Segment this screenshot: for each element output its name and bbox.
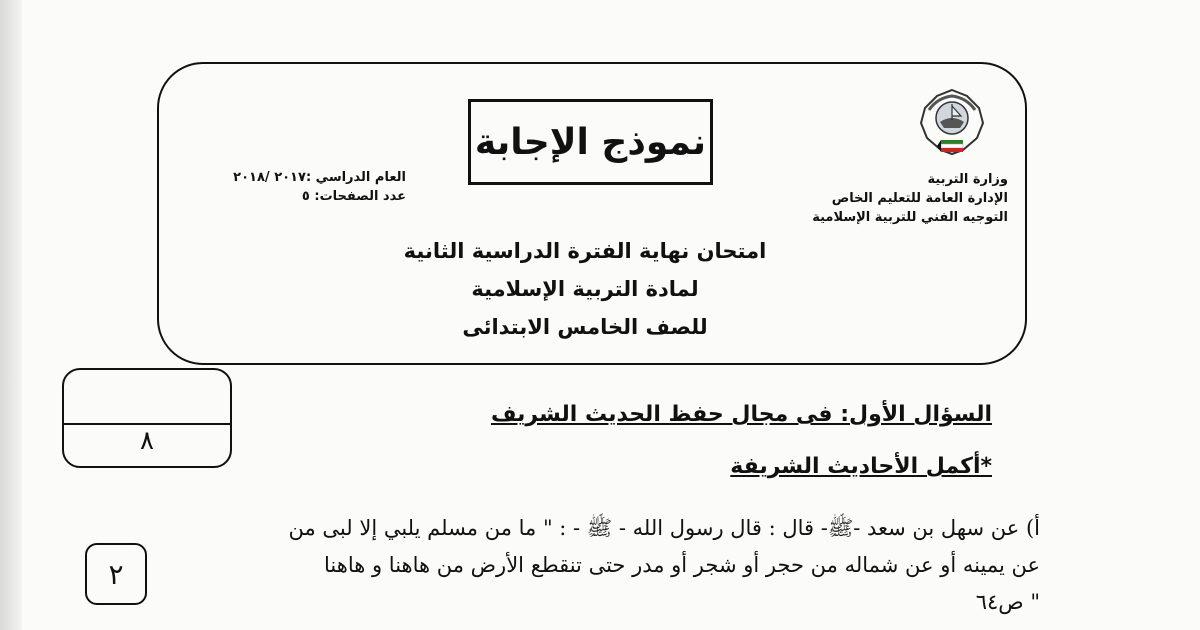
exam-titles	[380, 232, 790, 346]
score-value: ٨	[140, 426, 154, 456]
answer-key-title-box	[468, 99, 713, 185]
ministry-block	[812, 170, 1008, 227]
academic-year: العام الدراسي :٢٠١٧ /٢٠١٨	[233, 170, 406, 185]
hadith-text	[160, 510, 1040, 621]
hadith-line: أ) عن سهل بن سعد -ﷺ- قال : قال رسول الله - ﷺ - : " ما من مسلم يلبي إلا لبى من	[288, 516, 1040, 540]
exam-title-line-1: امتحان نهاية الفترة الدراسية الثانية	[403, 239, 767, 263]
hadith-line: " ص٦٤	[975, 590, 1040, 614]
question-heading: السؤال الأول: فى مجال حفظ الحديث الشريف	[490, 402, 992, 427]
points-box: ٢	[85, 543, 147, 605]
score-box	[62, 368, 232, 468]
answer-key-title: نموذج الإجابة	[474, 121, 707, 163]
page-count: عدد الصفحات: ٥	[301, 189, 406, 204]
supervision-line: التوجيه الفني للتربية الإسلامية	[812, 210, 1008, 225]
year-info-block	[196, 168, 406, 206]
question-instruction: *أكمل الأحاديث الشريفة	[730, 454, 992, 479]
hadith-line: عن يمينه أو عن شماله من حجر أو شجر أو مدر حتى تنقطع الأرض من هاهنا و هاهنا	[324, 553, 1040, 577]
exam-title-line-2: لمادة التربية الإسلامية	[471, 277, 699, 301]
score-divider	[64, 423, 230, 425]
department-line: الإدارة العامة للتعليم الخاص	[831, 191, 1008, 206]
kuwait-emblem-icon	[915, 86, 989, 160]
page-edge	[0, 0, 22, 630]
exam-title-line-3: للصف الخامس الابتدائى	[462, 315, 708, 339]
ministry-line: وزارة التربية	[927, 172, 1008, 187]
